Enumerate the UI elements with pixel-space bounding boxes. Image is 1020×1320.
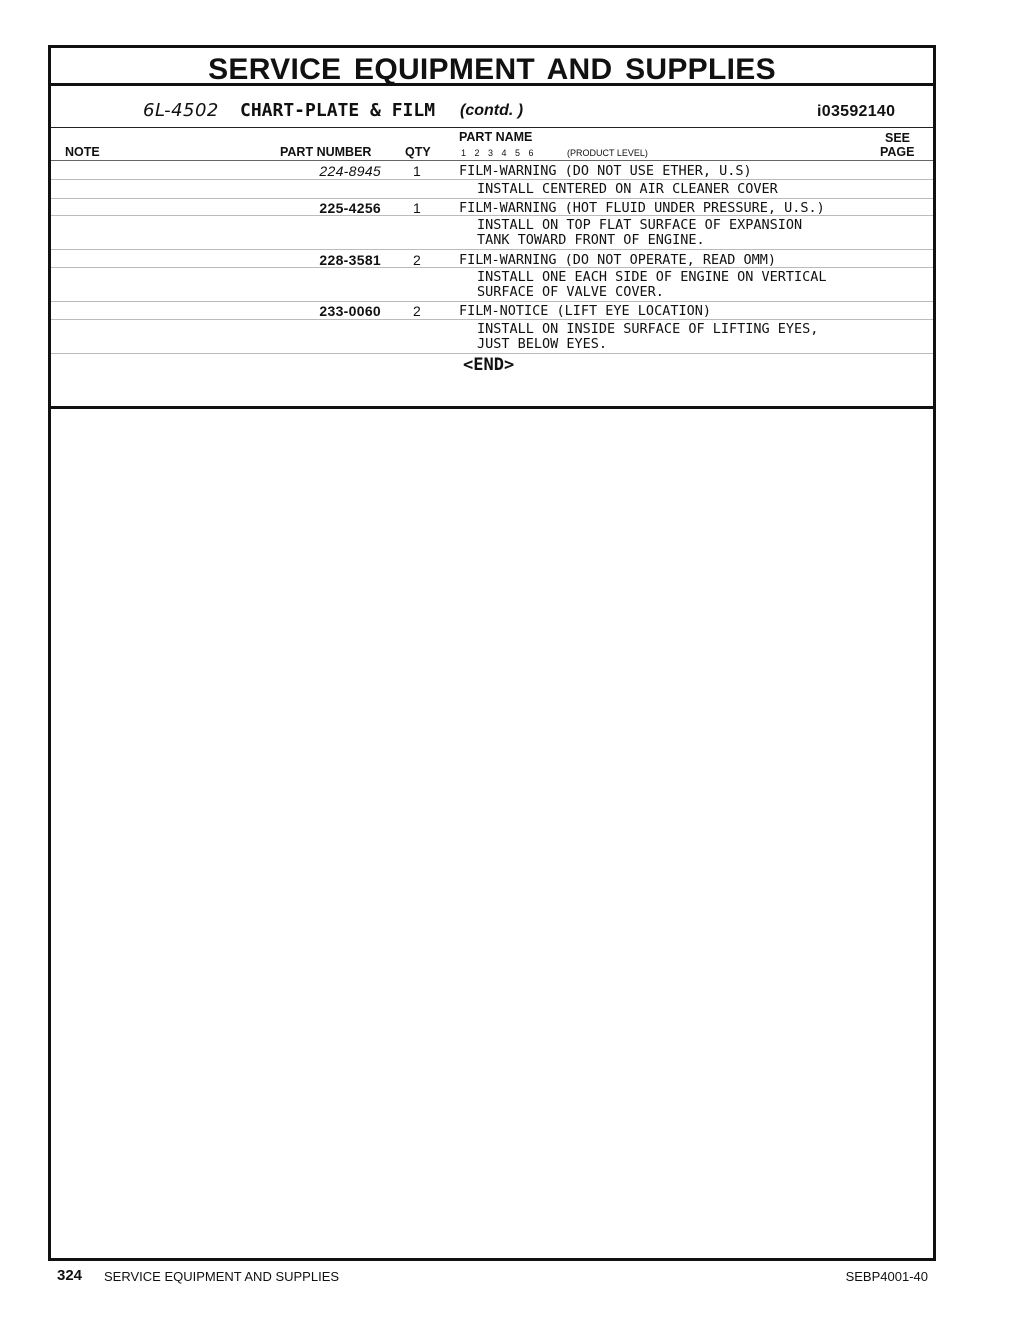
col-see-header: SEE — [885, 131, 911, 145]
col-qty-header: QTY — [405, 145, 431, 159]
part-number: 224-8945 — [319, 163, 381, 179]
part-name: FILM-WARNING (DO NOT OPERATE, READ OMM) — [459, 252, 776, 268]
row-divider — [51, 198, 933, 199]
col-part-number-header: PART NUMBER — [280, 145, 372, 159]
col-page-header: PAGE — [880, 145, 915, 159]
section-end-divider — [51, 406, 933, 409]
footer-section-title: SERVICE EQUIPMENT AND SUPPLIES — [104, 1269, 340, 1284]
header-divider — [51, 127, 933, 128]
row-divider — [51, 249, 933, 250]
row-divider — [51, 179, 933, 180]
row-divider — [51, 319, 933, 320]
group-header — [51, 88, 933, 126]
part-qty: 2 — [413, 252, 421, 268]
group-id: i03592140 — [817, 103, 896, 120]
part-note-line: INSTALL ON TOP FLAT SURFACE OF EXPANSION — [477, 217, 803, 233]
col-levels: 1 2 3 4 5 6 — [461, 148, 534, 158]
row-divider — [51, 215, 933, 216]
col-note-header: NOTE — [65, 145, 100, 159]
row-divider — [51, 267, 933, 268]
part-qty: 1 — [413, 163, 421, 179]
part-number: 228-3581 — [319, 252, 381, 268]
part-note-line: INSTALL ON INSIDE SURFACE OF LIFTING EYES, — [477, 321, 819, 337]
page-title: SERVICE EQUIPMENT AND SUPPLIES — [208, 53, 776, 86]
part-number: 225-4256 — [319, 200, 381, 216]
footer-page-number: 324 — [57, 1267, 83, 1284]
end-marker: <END> — [463, 355, 515, 375]
row-divider — [51, 353, 933, 354]
col-product-level: (PRODUCT LEVEL) — [567, 148, 648, 158]
part-name: FILM-WARNING (HOT FLUID UNDER PRESSURE, U.S.) — [459, 200, 825, 216]
part-name: FILM-NOTICE (LIFT EYE LOCATION) — [459, 303, 711, 319]
title-divider — [51, 83, 933, 86]
parts-list-frame — [48, 45, 936, 1261]
part-number: 233-0060 — [319, 303, 381, 319]
part-name: FILM-WARNING (DO NOT USE ETHER, U.S) — [459, 163, 752, 179]
part-qty: 1 — [413, 200, 421, 216]
part-note-line: INSTALL ONE EACH SIDE OF ENGINE ON VERTICAL — [477, 269, 827, 285]
column-header-divider — [51, 160, 933, 161]
group-name: CHART-PLATE & FILM — [240, 100, 436, 121]
footer-document-id: SEBP4001-40 — [845, 1269, 928, 1284]
part-note-line: SURFACE OF VALVE COVER. — [477, 284, 664, 300]
row-divider — [51, 301, 933, 302]
col-part-name-header: PART NAME — [459, 130, 533, 144]
group-part-number: 6L-4502 — [143, 100, 219, 121]
part-qty: 2 — [413, 303, 421, 319]
group-continued-label: (contd. ) — [460, 102, 524, 119]
part-note-line: INSTALL CENTERED ON AIR CLEANER COVER — [477, 181, 778, 197]
part-note-line: JUST BELOW EYES. — [477, 336, 608, 352]
part-note-line: TANK TOWARD FRONT OF ENGINE. — [477, 232, 705, 248]
